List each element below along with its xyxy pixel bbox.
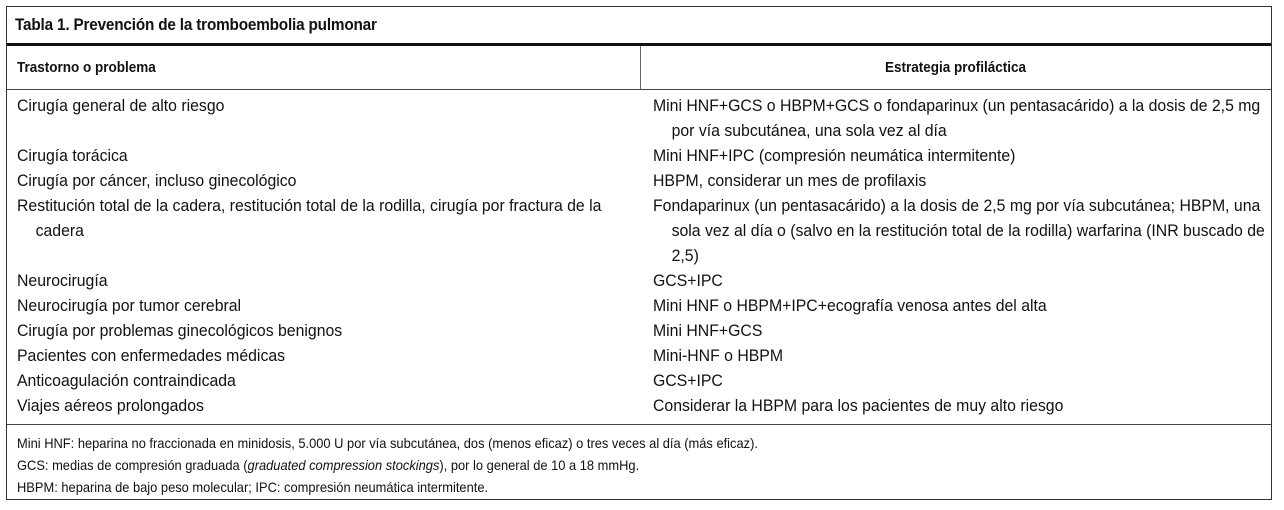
strategy-text: Mini HNF+GCS o HBPM+GCS o fondaparinux (un pentasacárido) a la dosis de 2,5 mg por vía subcutánea, una sola vez al día (653, 96, 1261, 140)
table-row (7, 318, 1271, 343)
table-footnotes (17, 432, 822, 498)
problem-text: Cirugía por cáncer, incluso ginecológico (17, 171, 297, 190)
problem-cell (7, 393, 640, 418)
problem-text: Cirugía general de alto riesgo (17, 96, 225, 115)
problem-text: Anticoagulación contraindicada (17, 371, 236, 390)
table-row (7, 293, 1271, 318)
strategy-cell (640, 143, 1271, 168)
strategy-cell (640, 393, 1271, 418)
problem-cell (7, 318, 640, 343)
problem-cell (7, 143, 640, 168)
table-row (7, 93, 1271, 143)
column-header-strategy: Estrategia profiláctica (884, 59, 1027, 76)
header-column-divider (640, 46, 641, 89)
strategy-cell (640, 293, 1271, 318)
problem-text: Restitución total de la cadera, restitución total de la rodilla, cirugía por fractura de la cadera (17, 196, 602, 240)
problem-text: Cirugía por problemas ginecológicos benignos (17, 321, 343, 340)
strategy-cell (640, 268, 1271, 293)
table-title: Tabla 1. Prevención de la tromboembolia pulmonar (15, 15, 377, 34)
strategy-cell (640, 193, 1271, 268)
strategy-text: GCS+IPC (653, 371, 723, 390)
footnote-mini-hnf: Mini HNF: heparina no fraccionada en minidosis, 5.000 U por vía subcutánea, dos (menos eficaz) o tres veces al día (más eficaz). (17, 435, 758, 451)
table-body (7, 93, 1271, 418)
strategy-text: Considerar la HBPM para los pacientes de muy alto riesgo (653, 396, 1064, 415)
problem-cell (7, 368, 640, 393)
notes-rule (7, 424, 1271, 425)
strategy-text: Fondaparinux (un pentasacárido) a la dosis de 2,5 mg por vía subcutánea; HBPM, una sola vez al día o (salvo en la restitución total de la rodilla) warfarina (INR buscado de 2,5) (653, 196, 1265, 265)
problem-cell (7, 168, 640, 193)
footnote-gcs (17, 454, 758, 476)
table-frame (6, 6, 1272, 500)
strategy-text: Mini-HNF o HBPM (653, 346, 784, 365)
column-header-problem: Trastorno o problema (17, 59, 156, 76)
table-row (7, 343, 1271, 368)
strategy-cell (640, 318, 1271, 343)
strategy-cell (640, 368, 1271, 393)
problem-text: Neurocirugía (17, 271, 108, 290)
strategy-text: HBPM, considerar un mes de profilaxis (653, 171, 927, 190)
footnote-hbpm-ipc: HBPM: heparina de bajo peso molecular; IPC: compresión neumática intermitente. (17, 479, 489, 495)
problem-cell (7, 343, 640, 368)
footnote-gcs-italic: graduated compression stockings (247, 457, 440, 473)
problem-cell (7, 268, 640, 293)
table-row (7, 368, 1271, 393)
problem-cell (7, 193, 640, 268)
problem-text: Pacientes con enfermedades médicas (17, 346, 286, 365)
strategy-text: Mini HNF o HBPM+IPC+ecografía venosa antes del alta (653, 296, 1047, 315)
strategy-cell (640, 168, 1271, 193)
table-header-row (7, 46, 1271, 90)
table-row (7, 268, 1271, 293)
strategy-cell (640, 93, 1271, 143)
problem-text: Neurocirugía por tumor cerebral (17, 296, 242, 315)
strategy-cell (640, 343, 1271, 368)
problem-text: Cirugía torácica (17, 146, 128, 165)
table-row (7, 193, 1271, 268)
footnote-gcs-text: GCS: medias de compresión graduada ( (17, 457, 248, 473)
strategy-text: Mini HNF+GCS (653, 321, 763, 340)
strategy-text: Mini HNF+IPC (compresión neumática intermitente) (653, 146, 1016, 165)
problem-text: Viajes aéreos prolongados (17, 396, 204, 415)
table-row (7, 393, 1271, 418)
strategy-text: GCS+IPC (653, 271, 723, 290)
footnote-gcs-text-end: ), por lo general de 10 a 18 mmHg. (439, 457, 640, 473)
table-row (7, 168, 1271, 193)
table-row (7, 143, 1271, 168)
problem-cell (7, 93, 640, 143)
problem-cell (7, 293, 640, 318)
